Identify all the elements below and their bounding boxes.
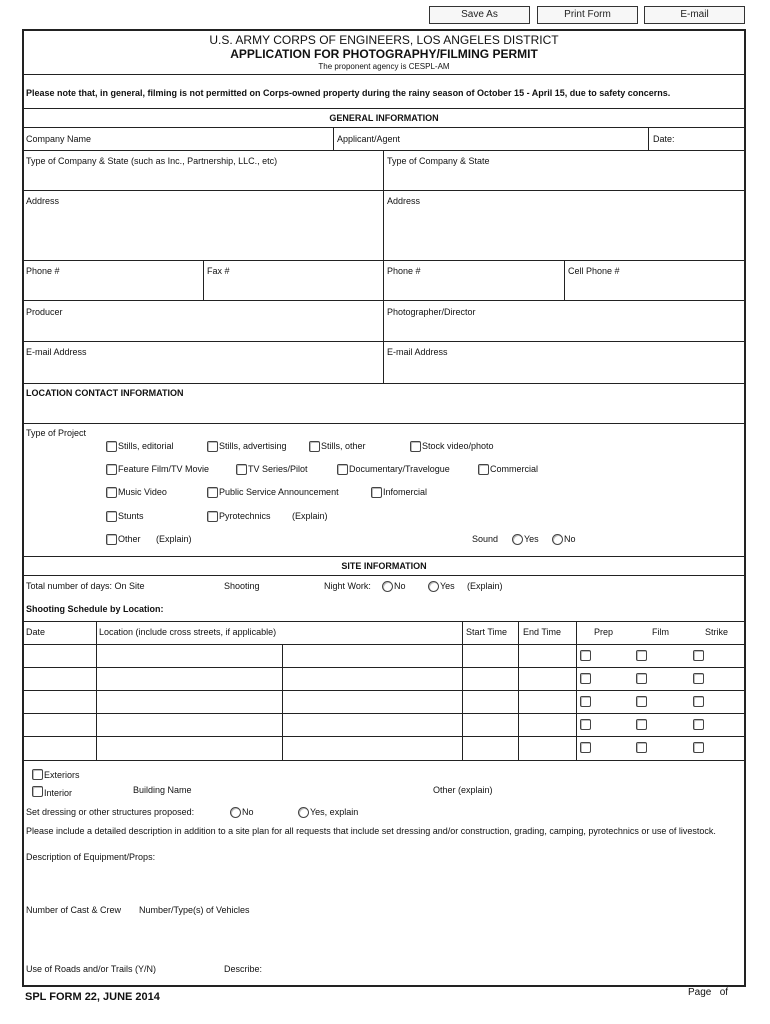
- sound-label: Sound: [472, 534, 499, 544]
- stunts-label: Stunts: [118, 511, 144, 521]
- schedule-location-detail-field[interactable]: [284, 669, 461, 689]
- schedule-location-detail-field[interactable]: [284, 738, 461, 759]
- stock-video-label: Stock video/photo: [422, 441, 494, 451]
- describe-label: Describe:: [224, 964, 263, 974]
- email-right-label: E-mail Address: [387, 347, 448, 357]
- schedule-prep-header: Prep: [594, 627, 614, 637]
- schedule-date-field[interactable]: [24, 646, 95, 666]
- schedule-start-field[interactable]: [464, 715, 517, 735]
- divider: [22, 190, 746, 191]
- schedule-date-field[interactable]: [24, 669, 95, 689]
- sound-no-radio[interactable]: [552, 534, 563, 545]
- building-name-field[interactable]: [200, 782, 426, 798]
- infomercial-label: Infomercial: [383, 487, 428, 497]
- set-dressing-explain-field[interactable]: [372, 804, 744, 820]
- agency-heading: U.S. ARMY CORPS OF ENGINEERS, LOS ANGELES DISTRICT: [209, 33, 559, 47]
- fax-label: Fax #: [207, 266, 230, 276]
- divider: [576, 621, 577, 760]
- infomercial-checkbox[interactable]: [371, 487, 382, 498]
- night-work-yes-radio[interactable]: [428, 581, 439, 592]
- divider: [22, 575, 746, 576]
- site-info-heading: SITE INFORMATION: [341, 561, 427, 571]
- stock-video-checkbox[interactable]: [410, 441, 421, 452]
- divider: [22, 736, 746, 737]
- schedule-end-field[interactable]: [520, 715, 575, 735]
- location-contact-field[interactable]: [24, 400, 744, 422]
- divider: [22, 667, 746, 668]
- cast-vehicles-field[interactable]: [24, 918, 744, 958]
- days-shooting-field[interactable]: [266, 578, 320, 594]
- divider: [462, 621, 463, 760]
- interior-label: Interior: [44, 788, 73, 798]
- sound-yes-label: Yes: [524, 534, 539, 544]
- divider: [282, 644, 283, 760]
- describe-field[interactable]: [270, 961, 744, 983]
- feature-film-label: Feature Film/TV Movie: [118, 464, 210, 474]
- interior-checkbox[interactable]: [32, 786, 43, 797]
- prep-checkbox[interactable]: [580, 719, 591, 730]
- set-dressing-yes-radio[interactable]: [298, 807, 309, 818]
- commercial-label: Commercial: [490, 464, 539, 474]
- photographer-label: Photographer/Director: [387, 307, 476, 317]
- strike-checkbox[interactable]: [693, 696, 704, 707]
- form-id: SPL FORM 22, JUNE 2014: [25, 991, 160, 1003]
- set-dressing-no-label: No: [242, 807, 254, 817]
- days-on-site-field[interactable]: [158, 578, 218, 594]
- stills-editorial-label: Stills, editorial: [118, 441, 174, 451]
- general-info-heading: GENERAL INFORMATION: [329, 113, 439, 123]
- stills-other-checkbox[interactable]: [309, 441, 320, 452]
- divider: [22, 423, 746, 424]
- divider: [383, 150, 384, 383]
- print-form-button[interactable]: Print Form: [537, 6, 638, 24]
- type-company-right-field[interactable]: [385, 168, 744, 190]
- stills-advertising-label: Stills, advertising: [219, 441, 287, 451]
- divider: [22, 341, 746, 342]
- phone-left-field[interactable]: [24, 278, 202, 299]
- other-explain-location-field[interactable]: [500, 782, 744, 798]
- stills-other-label: Stills, other: [321, 441, 366, 451]
- schedule-date-field[interactable]: [24, 715, 95, 735]
- equipment-field[interactable]: [24, 864, 744, 900]
- divider: [22, 150, 746, 151]
- divider: [564, 260, 565, 300]
- rainy-season-notice: Please note that, in general, filming is not permitted on Corps-owned property during the rainy season of October 15 - April 15, due to safety concerns.: [26, 88, 671, 98]
- exteriors-checkbox[interactable]: [32, 769, 43, 780]
- divider: [96, 621, 97, 760]
- save-as-button[interactable]: Save As: [429, 6, 530, 24]
- divider: [203, 260, 204, 300]
- music-video-label: Music Video: [118, 487, 167, 497]
- strike-checkbox[interactable]: [693, 742, 704, 753]
- night-work-no-label: No: [394, 581, 406, 591]
- divider: [333, 127, 334, 150]
- film-checkbox[interactable]: [636, 696, 647, 707]
- night-work-label: Night Work:: [324, 581, 371, 591]
- divider: [22, 644, 746, 645]
- shooting-label: Shooting: [224, 581, 260, 591]
- other-explain-label: (Explain): [156, 534, 192, 544]
- tv-series-label: TV Series/Pilot: [248, 464, 308, 474]
- divider: [22, 383, 746, 384]
- page-of: Page of: [688, 987, 729, 998]
- schedule-strike-header: Strike: [705, 627, 729, 637]
- divider: [22, 260, 746, 261]
- stills-advertising-checkbox[interactable]: [207, 441, 218, 452]
- pyrotechnics-explain-label: (Explain): [292, 511, 328, 521]
- schedule-location-detail-field[interactable]: [284, 692, 461, 712]
- roads-trails-label: Use of Roads and/or Trails (Y/N): [26, 964, 157, 974]
- photographer-field[interactable]: [385, 319, 744, 340]
- schedule-end-header: End Time: [523, 627, 562, 637]
- divider: [648, 127, 649, 150]
- schedule-start-field[interactable]: [464, 669, 517, 689]
- psa-checkbox[interactable]: [207, 487, 218, 498]
- documentary-checkbox[interactable]: [337, 464, 348, 475]
- schedule-date-field[interactable]: [24, 738, 95, 759]
- company-name-label: Company Name: [26, 134, 92, 144]
- schedule-end-field[interactable]: [520, 692, 575, 712]
- producer-field[interactable]: [24, 319, 382, 340]
- psa-label: Public Service Announcement: [219, 487, 339, 497]
- divider: [22, 713, 746, 714]
- music-video-checkbox[interactable]: [106, 487, 117, 498]
- address-right-field[interactable]: [385, 208, 744, 260]
- schedule-start-field[interactable]: [464, 738, 517, 759]
- type-company-right-label: Type of Company & State: [387, 156, 490, 166]
- address-left-field[interactable]: [24, 208, 382, 260]
- tv-series-checkbox[interactable]: [236, 464, 247, 475]
- cast-crew-label: Number of Cast & Crew: [26, 905, 122, 915]
- film-checkbox[interactable]: [636, 673, 647, 684]
- email-left-field[interactable]: [24, 359, 382, 382]
- commercial-checkbox[interactable]: [478, 464, 489, 475]
- other-label: Other: [118, 534, 141, 544]
- date-label: Date:: [653, 134, 675, 144]
- phone-right-label: Phone #: [387, 266, 421, 276]
- schedule-location-detail-field[interactable]: [284, 715, 461, 735]
- type-company-left-label: Type of Company & State (such as Inc., Partnership, LLC., etc): [26, 156, 278, 166]
- email-button[interactable]: E-mail: [644, 6, 745, 24]
- stunts-checkbox[interactable]: [106, 511, 117, 522]
- pyrotechnics-checkbox[interactable]: [207, 511, 218, 522]
- set-dressing-no-radio[interactable]: [230, 807, 241, 818]
- producer-label: Producer: [26, 307, 63, 317]
- schedule-location-field[interactable]: [98, 669, 281, 689]
- prep-checkbox[interactable]: [580, 673, 591, 684]
- schedule-start-field[interactable]: [464, 646, 517, 666]
- divider: [22, 556, 746, 557]
- stills-editorial-checkbox[interactable]: [106, 441, 117, 452]
- prep-checkbox[interactable]: [580, 742, 591, 753]
- schedule-location-field[interactable]: [98, 738, 281, 759]
- schedule-location-detail-field[interactable]: [284, 646, 461, 666]
- schedule-location-field[interactable]: [98, 692, 281, 712]
- site-plan-instructions: Please include a detailed description in addition to a site plan for all requests that include set dressing and/or construction, grading, camping, pyrotechnics or use of livestock.: [26, 826, 716, 836]
- address-left-label: Address: [26, 196, 60, 206]
- strike-checkbox[interactable]: [693, 650, 704, 661]
- total-days-label: Total number of days: On Site: [26, 581, 145, 591]
- type-company-left-field[interactable]: [24, 168, 382, 190]
- building-name-label: Building Name: [133, 785, 192, 795]
- fax-field[interactable]: [205, 278, 382, 299]
- schedule-date-field[interactable]: [24, 692, 95, 712]
- other-explain-location-label: Other (explain): [433, 785, 493, 795]
- cell-phone-field[interactable]: [566, 278, 744, 299]
- prep-checkbox[interactable]: [580, 696, 591, 707]
- divider: [22, 74, 746, 75]
- divider: [22, 760, 746, 761]
- phone-right-field[interactable]: [385, 278, 563, 299]
- schedule-location-field[interactable]: [98, 646, 281, 666]
- schedule-end-field[interactable]: [520, 669, 575, 689]
- cell-phone-label: Cell Phone #: [568, 266, 620, 276]
- film-checkbox[interactable]: [636, 719, 647, 730]
- schedule-start-header: Start Time: [466, 627, 508, 637]
- equipment-label: Description of Equipment/Props:: [26, 852, 156, 862]
- vehicles-label: Number/Type(s) of Vehicles: [139, 905, 250, 915]
- sound-yes-radio[interactable]: [512, 534, 523, 545]
- divider: [22, 300, 746, 301]
- feature-film-checkbox[interactable]: [106, 464, 117, 475]
- set-dressing-yes-label: Yes, explain: [310, 807, 359, 817]
- form-title: APPLICATION FOR PHOTOGRAPHY/FILMING PERMIT: [230, 47, 538, 61]
- strike-checkbox[interactable]: [693, 673, 704, 684]
- proponent-note: The proponent agency is CESPL-AM: [318, 62, 450, 71]
- phone-left-label: Phone #: [26, 266, 60, 276]
- schedule-start-field[interactable]: [464, 692, 517, 712]
- divider: [22, 108, 746, 109]
- divider: [22, 690, 746, 691]
- schedule-end-field[interactable]: [520, 646, 575, 666]
- strike-checkbox[interactable]: [693, 719, 704, 730]
- exteriors-label: Exteriors: [44, 770, 80, 780]
- schedule-date-header: Date: [26, 627, 46, 637]
- set-dressing-label: Set dressing or other structures proposed:: [26, 807, 195, 817]
- email-left-label: E-mail Address: [26, 347, 87, 357]
- other-checkbox[interactable]: [106, 534, 117, 545]
- divider: [518, 621, 519, 760]
- pyrotechnics-label: Pyrotechnics: [219, 511, 271, 521]
- roads-trails-field[interactable]: [170, 961, 216, 977]
- divider: [22, 621, 746, 622]
- film-checkbox[interactable]: [636, 742, 647, 753]
- divider: [22, 127, 746, 128]
- prep-checkbox[interactable]: [580, 650, 591, 661]
- schedule-location-field[interactable]: [98, 715, 281, 735]
- night-work-no-radio[interactable]: [382, 581, 393, 592]
- applicant-agent-label: Applicant/Agent: [337, 134, 401, 144]
- film-checkbox[interactable]: [636, 650, 647, 661]
- night-work-explain-label: (Explain): [467, 581, 503, 591]
- sound-no-label: No: [564, 534, 576, 544]
- schedule-end-field[interactable]: [520, 738, 575, 759]
- documentary-label: Documentary/Travelogue: [349, 464, 450, 474]
- schedule-location-header: Location (include cross streets, if applicable): [99, 627, 277, 637]
- schedule-film-header: Film: [652, 627, 669, 637]
- location-contact-heading: LOCATION CONTACT INFORMATION: [26, 388, 184, 398]
- address-right-label: Address: [387, 196, 421, 206]
- shooting-schedule-heading: Shooting Schedule by Location:: [26, 604, 164, 614]
- type-of-project-label: Type of Project: [26, 428, 87, 438]
- night-work-yes-label: Yes: [440, 581, 455, 591]
- email-right-field[interactable]: [385, 359, 744, 382]
